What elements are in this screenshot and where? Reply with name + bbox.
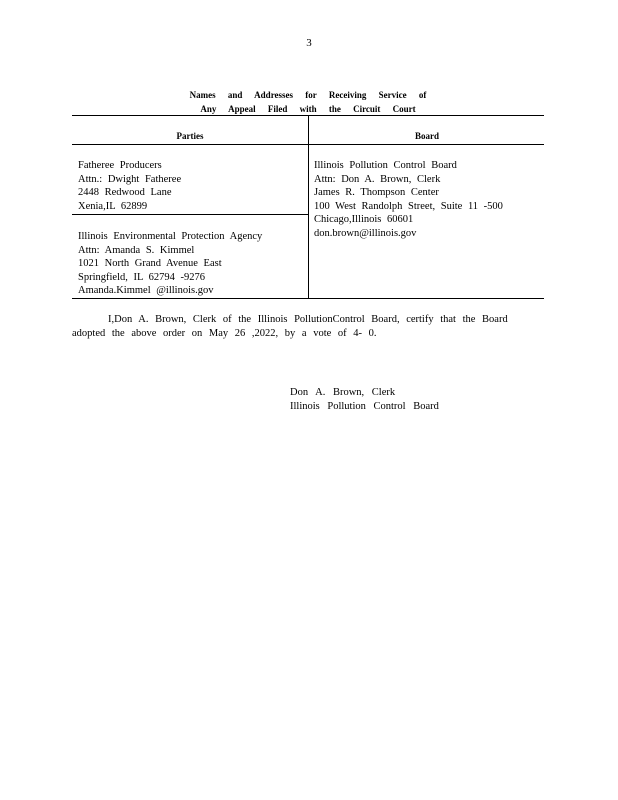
- board-column-header: Board: [414, 131, 439, 141]
- parties-column-header: Parties: [176, 131, 204, 141]
- header-divider: [72, 144, 544, 145]
- signature-organization: Illinois Pollution Control Board: [290, 401, 439, 412]
- party-address-iepa: [78, 230, 262, 298]
- service-table: [72, 115, 544, 299]
- parties-row-divider: [72, 214, 308, 215]
- address-line: Attn.: Dwight Fatheree: [78, 173, 182, 185]
- address-line: Xenia,IL 62899: [78, 200, 148, 212]
- certification-paragraph: [72, 313, 508, 341]
- address-line: 100 West Randolph Street, Suite 11 -500: [314, 200, 503, 212]
- address-line: Attn: Amanda S. Kimmel: [78, 244, 195, 256]
- address-email: don.brown@illinois.gov: [314, 227, 417, 239]
- address-line: James R. Thompson Center: [314, 187, 439, 198]
- certification-line-2: adopted the above order on May 26 ,2022, by a vote of 4- 0.: [72, 328, 377, 339]
- address-line: Illinois Pollution Control Board: [314, 160, 457, 171]
- page-number: 3: [306, 37, 312, 49]
- address-line: Fatheree Producers: [78, 160, 162, 171]
- address-line: Illinois Environmental Protection Agency: [78, 231, 263, 242]
- party-address-fatheree: [78, 159, 181, 213]
- address-line: 2448 Redwood Lane: [78, 187, 172, 198]
- address-line: Springfield, IL 62794 -9276: [78, 271, 206, 283]
- address-line: Chicago,Illinois 60601: [314, 214, 414, 225]
- board-address: [314, 159, 503, 240]
- service-heading-line-1: Names and Addresses for Receiving Service of: [189, 90, 427, 100]
- signature-name: Don A. Brown, Clerk: [290, 387, 396, 398]
- service-heading-line-2: Any Appeal Filed with the Circuit Court: [200, 104, 416, 114]
- address-line: Attn: Don A. Brown, Clerk: [314, 173, 441, 185]
- address-line: 1021 North Grand Avenue East: [78, 258, 222, 269]
- signature-block: [290, 386, 439, 414]
- address-email: Amanda.Kimmel @illinois.gov: [78, 285, 214, 296]
- certification-line-1: I,Don A. Brown, Clerk of the Illinois PollutionControl Board, certify that the Board: [108, 314, 508, 325]
